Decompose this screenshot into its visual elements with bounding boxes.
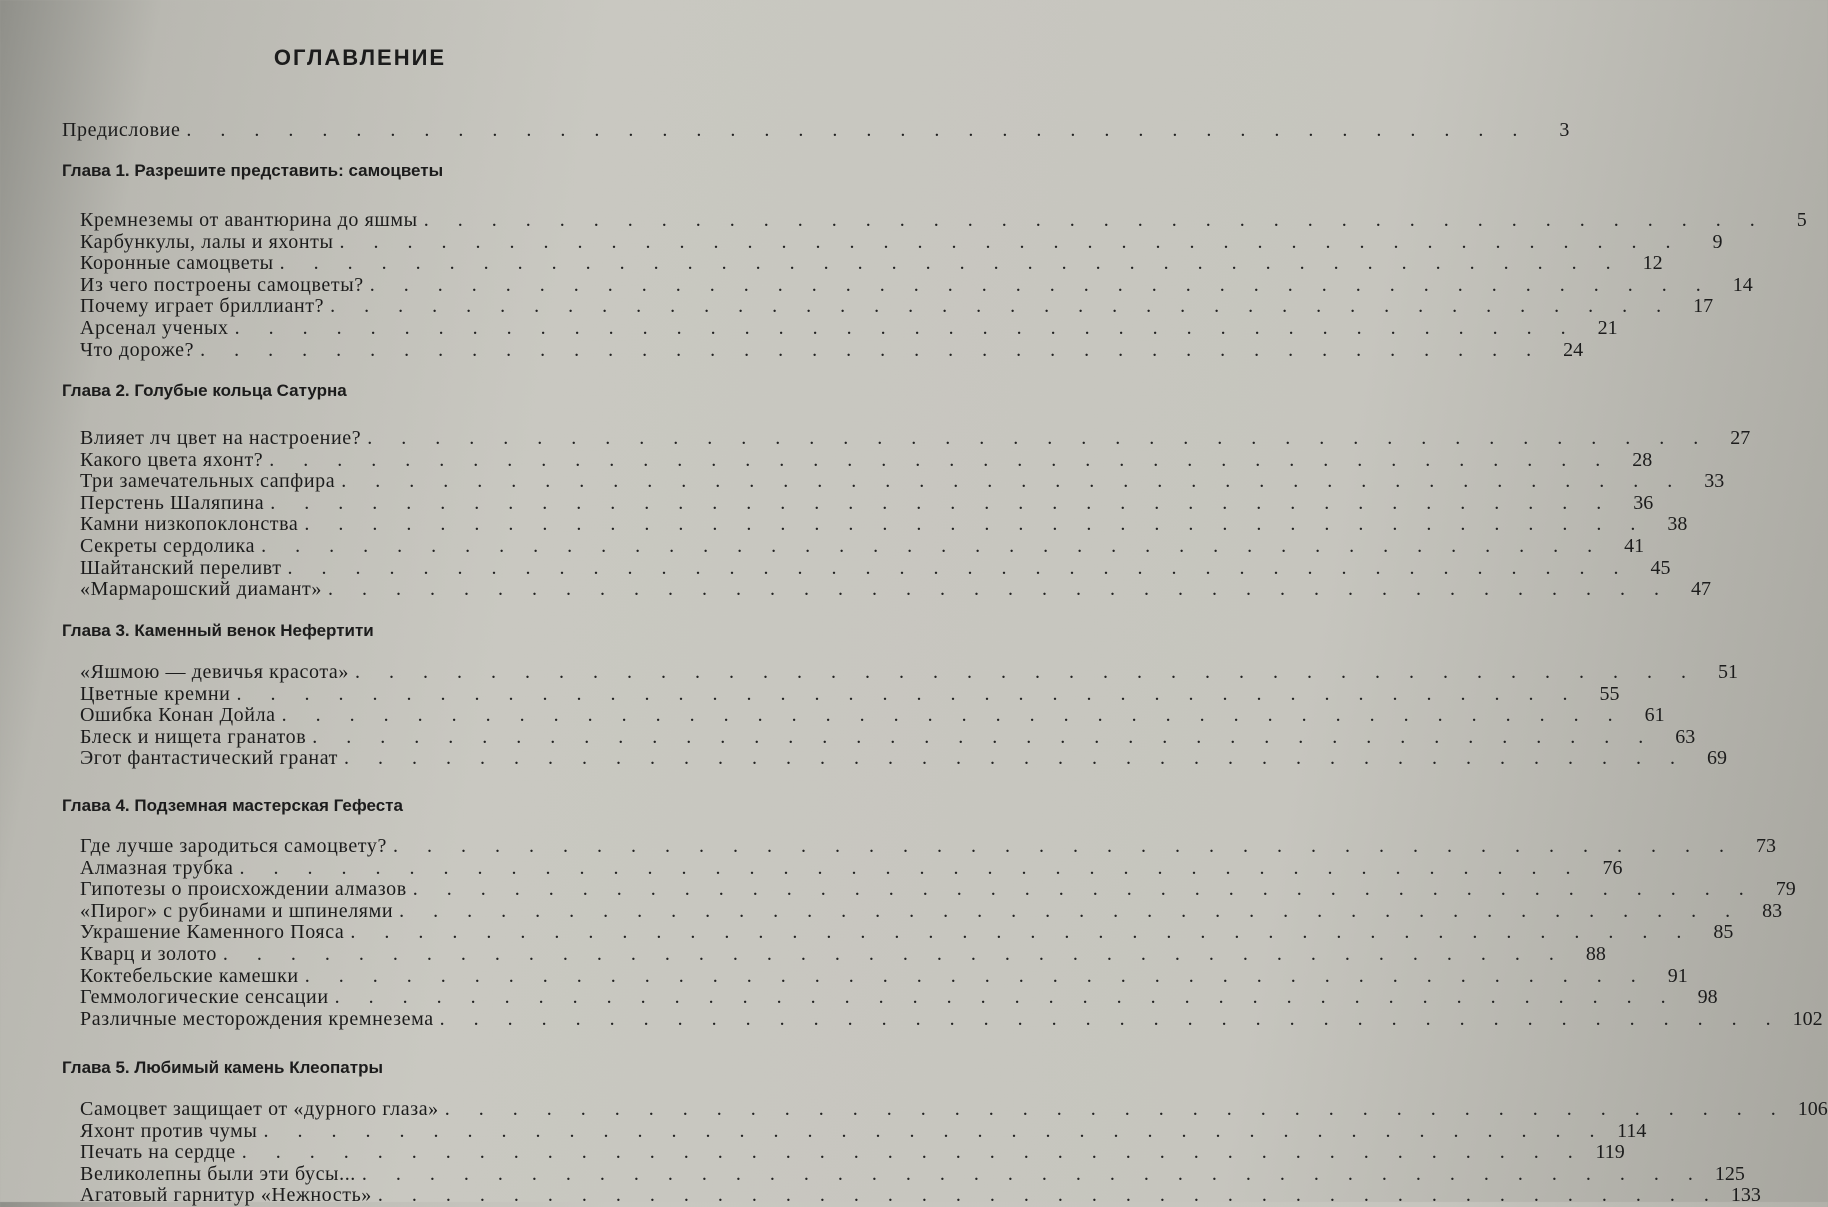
- leader-dots: . . . . . . . . . . . . . . . . . . . . . . . . . . . . . . . . . . . . . . . .: [287, 557, 1631, 579]
- toc-entry: [80, 834, 1776, 858]
- page-number: 27: [1730, 427, 1751, 449]
- entry-title: Гипотезы о происхождении алмазов: [80, 878, 407, 900]
- leader-dots: . . . . . . . . . . . . . . . . . . . . . . . . . . . . . . . . . . . . . . . .: [200, 339, 1544, 361]
- toc-entry: [80, 1097, 1828, 1121]
- page-number: 119: [1595, 1141, 1625, 1163]
- page-number: 63: [1675, 726, 1696, 748]
- leader-dots: . . . . . . . . . . . . . . . . . . . . . . . . . . . . . . . . . . . . . . . .: [241, 1141, 1585, 1163]
- leader-dots: . . . . . . . . . . . . . . . . . . . . . . . . . . . . . . . . . . . . . . . .: [339, 231, 1683, 253]
- entry-title: Что дороже?: [80, 339, 195, 361]
- page-number: 83: [1762, 900, 1783, 922]
- entry-title: Из чего построены самоцветы?: [80, 274, 364, 296]
- page-number: 24: [1563, 339, 1584, 361]
- toc-entry: [80, 1140, 1625, 1164]
- entry-title: Кварц и золото: [80, 943, 217, 965]
- entry-title: Камни низкопоклонства: [80, 513, 299, 535]
- entry-title: Коктебельские камешки: [80, 965, 299, 987]
- page-number: 14: [1732, 274, 1753, 296]
- entry-title: Печать на сердце: [80, 1141, 236, 1163]
- toc-entry: [80, 985, 1718, 1009]
- leader-dots: . . . . . . . . . . . . . . . . . . . . . . . . . . . . . . . . . . . . . . . .: [334, 986, 1678, 1008]
- toc-entry: [80, 512, 1688, 536]
- leader-dots: . . . . . . . . . . . . . . . . . . . . . . . . . . . . . . . . . . . . . . . .: [354, 661, 1698, 683]
- toc-entry: [80, 577, 1711, 601]
- leader-dots: . . . . . . . . . . . . . . . . . . . . . . . . . . . . . . . . . . . . . . . .: [439, 1008, 1783, 1030]
- toc-entry: [80, 703, 1665, 727]
- entry-title: Предисловие: [62, 119, 181, 141]
- entry-title: Ошибка Конан Дойла: [80, 704, 276, 726]
- toc-entry: [80, 426, 1751, 450]
- leader-dots: . . . . . . . . . . . . . . . . . . . . . . . . . . . . . . . . . . . . . . . .: [361, 1163, 1705, 1185]
- page-number: 33: [1704, 470, 1725, 492]
- page-number: 106: [1797, 1098, 1828, 1120]
- toc-entry: [80, 877, 1796, 901]
- toc-entry: [80, 746, 1728, 770]
- entry-title: Агатовый гарнитур «Нежность»: [80, 1184, 372, 1206]
- page-number: 9: [1712, 231, 1723, 253]
- toc-entry: [80, 469, 1725, 493]
- chapter-heading: Глава 4. Подземная мастерская Гефеста: [62, 796, 403, 815]
- leader-dots: . . . . . . . . . . . . . . . . . . . . . . . . . . . . . . . . . . . . . . . .: [377, 1184, 1721, 1206]
- entry-title: Украшение Каменного Пояса: [80, 921, 345, 943]
- leader-dots: . . . . . . . . . . . . . . . . . . . . . . . . . . . . . . . . . . . . . . . .: [269, 449, 1613, 471]
- toc-entry: [80, 660, 1738, 684]
- leader-dots: . . . . . . . . . . . . . . . . . . . . . . . . . . . . . . . . . . . . . . . .: [304, 513, 1648, 535]
- entry-title: Какого цвета яхонт?: [80, 449, 264, 471]
- leader-dots: . . . . . . . . . . . . . . . . . . . . . . . . . . . . . . . . . . . . . . . .: [281, 704, 1625, 726]
- entry-title: Где лучше зародиться самоцвету?: [80, 835, 387, 857]
- entry-title: «Пирог» с рубинами и шпинелями: [80, 900, 394, 922]
- entry-title: Различные месторождения кремнезема: [80, 1008, 434, 1030]
- page-number: 125: [1714, 1163, 1745, 1185]
- leader-dots: . . . . . . . . . . . . . . . . . . . . . . . . . . . . . . . . . . . . . . . .: [344, 747, 1688, 769]
- entry-title: Три замечательных сапфира: [80, 470, 336, 492]
- page-number: 47: [1690, 578, 1711, 600]
- entry-title: Кремнеземы от авантюрина до яшмы: [80, 209, 418, 231]
- page-number: 3: [1559, 119, 1570, 141]
- leader-dots: . . . . . . . . . . . . . . . . . . . . . . . . . . . . . . . . . . . . . . . .: [412, 878, 1756, 900]
- leader-dots: . . . . . . . . . . . . . . . . . . . . . . . . . . . . . . . . . . . . . . . .: [234, 317, 1578, 339]
- page-number: 45: [1650, 557, 1671, 579]
- entry-title: Алмазная трубка: [80, 857, 234, 879]
- page-number: 98: [1697, 986, 1718, 1008]
- leader-dots: . . . . . . . . . . . . . . . . . . . . . . . . . . . . . . . . . . . . . . . .: [444, 1098, 1788, 1120]
- page-number: 41: [1624, 535, 1645, 557]
- page-number: 102: [1792, 1008, 1823, 1030]
- entry-title: Секреты сердолика: [80, 535, 256, 557]
- page-number: 133: [1730, 1184, 1761, 1206]
- leader-dots: . . . . . . . . . . . . . . . . . . . . . . . . . . . . . . . . . . . . . . . .: [350, 921, 1694, 943]
- page-number: 85: [1713, 921, 1734, 943]
- page-number: 73: [1755, 835, 1776, 857]
- entry-title: Шайтанский переливт: [80, 557, 282, 579]
- page-number: 51: [1717, 661, 1738, 683]
- leader-dots: . . . . . . . . . . . . . . . . . . . . . . . . . . . . . . . . . . . . . . . .: [330, 295, 1674, 317]
- entry-title: Влияет лч цвет на настроение?: [80, 427, 362, 449]
- toc-entry: [80, 534, 1645, 558]
- toc-entry: [80, 338, 1584, 362]
- chapter-heading: Глава 3. Каменный венок Нефертити: [62, 621, 374, 640]
- chapter-heading: Глава 1. Разрешите представить: самоцветы: [62, 161, 444, 180]
- page-number: 61: [1644, 704, 1665, 726]
- entry-title: Великолепны были эти бусы...: [80, 1163, 356, 1185]
- page-number: 88: [1585, 943, 1606, 965]
- page-number: 12: [1642, 252, 1663, 274]
- page-number: 17: [1693, 295, 1714, 317]
- leader-dots: . . . . . . . . . . . . . . . . . . . . . . . . . . . . . . . . . . . . . . . .: [263, 1120, 1607, 1142]
- leader-dots: . . . . . . . . . . . . . . . . . . . . . . . . . . . . . . . . . . . . . . . .: [270, 492, 1614, 514]
- leader-dots: . . . . . . . . . . . . . . . . . . . . . . . . . . . . . . . . . . . . . . . .: [279, 252, 1623, 274]
- entry-title: Блеск и нищета гранатов: [80, 726, 307, 748]
- page-number: 28: [1632, 449, 1653, 471]
- toc-entry: [80, 942, 1606, 966]
- toc-entry: [80, 1007, 1823, 1031]
- toc-entry: [80, 208, 1807, 232]
- entry-title: «Яшмою — девичья красота»: [80, 661, 349, 683]
- leader-dots: . . . . . . . . . . . . . . . . . . . . . . . . . . . . . . . . . . . . . . . .: [423, 209, 1767, 231]
- preface-entry: [62, 118, 1570, 142]
- page-number: 38: [1667, 513, 1688, 535]
- leader-dots: . . . . . . . . . . . . . . . . . . . . . . . . . . . . . . . . . . . . . . . .: [367, 427, 1711, 449]
- entry-title: Карбункулы, лалы и яхонты: [80, 231, 334, 253]
- page-number: 91: [1667, 965, 1688, 987]
- leader-dots: . . . . . . . . . . . . . . . . . . . . . . . . . . . . . . . . . . . . . . . .: [369, 274, 1713, 296]
- chapter-heading: Глава 5. Любимый камень Клеопатры: [62, 1058, 383, 1077]
- page-number: 36: [1633, 492, 1654, 514]
- page-number: 114: [1617, 1120, 1647, 1142]
- entry-title: Почему играет бриллиант?: [80, 295, 325, 317]
- leader-dots: . . . . . . . . . . . . . . . . . . . . . . . . . . . . . . . . . . . . . . . .: [261, 535, 1605, 557]
- entry-title: Перстень Шаляпина: [80, 492, 265, 514]
- chapter-heading: Глава 2. Голубые кольца Сатурна: [62, 381, 347, 400]
- entry-title: «Мармарошский диамант»: [80, 578, 322, 600]
- entry-title: Геммологические сенсации: [80, 986, 329, 1008]
- leader-dots: . . . . . . . . . . . . . . . . . . . . . . . . . . . . . . . . . . . . . . . .: [304, 965, 1648, 987]
- page-number: 21: [1597, 317, 1618, 339]
- leader-dots: . . . . . . . . . . . . . . . . . . . . . . . . . . . . . . . . . . . . . . . .: [186, 119, 1530, 141]
- page-number: 79: [1775, 878, 1796, 900]
- toc-entry: [80, 316, 1618, 340]
- toc-entry: [80, 1183, 1761, 1207]
- page-number: 69: [1707, 747, 1728, 769]
- leader-dots: . . . . . . . . . . . . . . . . . . . . . . . . . . . . . . . . . . . . . . . .: [236, 683, 1580, 705]
- leader-dots: . . . . . . . . . . . . . . . . . . . . . . . . . . . . . . . . . . . . . . . .: [392, 835, 1736, 857]
- leader-dots: . . . . . . . . . . . . . . . . . . . . . . . . . . . . . . . . . . . . . . . .: [341, 470, 1685, 492]
- toc-entry: [80, 920, 1734, 944]
- toc-entry: [80, 251, 1663, 275]
- toc-entry: [80, 294, 1714, 318]
- leader-dots: . . . . . . . . . . . . . . . . . . . . . . . . . . . . . . . . . . . . . . . .: [399, 900, 1743, 922]
- page-title: ОГЛАВЛЕНИЕ: [273, 45, 447, 70]
- leader-dots: . . . . . . . . . . . . . . . . . . . . . . . . . . . . . . . . . . . . . . . .: [312, 726, 1656, 748]
- page-number: 76: [1602, 857, 1623, 879]
- leader-dots: . . . . . . . . . . . . . . . . . . . . . . . . . . . . . . . . . . . . . . . .: [327, 578, 1671, 600]
- leader-dots: . . . . . . . . . . . . . . . . . . . . . . . . . . . . . . . . . . . . . . . .: [222, 943, 1566, 965]
- entry-title: Арсенал ученых: [80, 317, 229, 339]
- entry-title: Самоцвет защищает от «дурного глаза»: [80, 1098, 439, 1120]
- entry-title: Эгот фантастический гранат: [80, 747, 339, 769]
- entry-title: Коронные самоцветы: [80, 252, 274, 274]
- entry-title: Цветные кремни: [80, 683, 231, 705]
- page-number: 5: [1796, 209, 1807, 231]
- leader-dots: . . . . . . . . . . . . . . . . . . . . . . . . . . . . . . . . . . . . . . . .: [239, 857, 1583, 879]
- page-number: 55: [1599, 683, 1620, 705]
- entry-title: Яхонт против чумы: [80, 1120, 258, 1142]
